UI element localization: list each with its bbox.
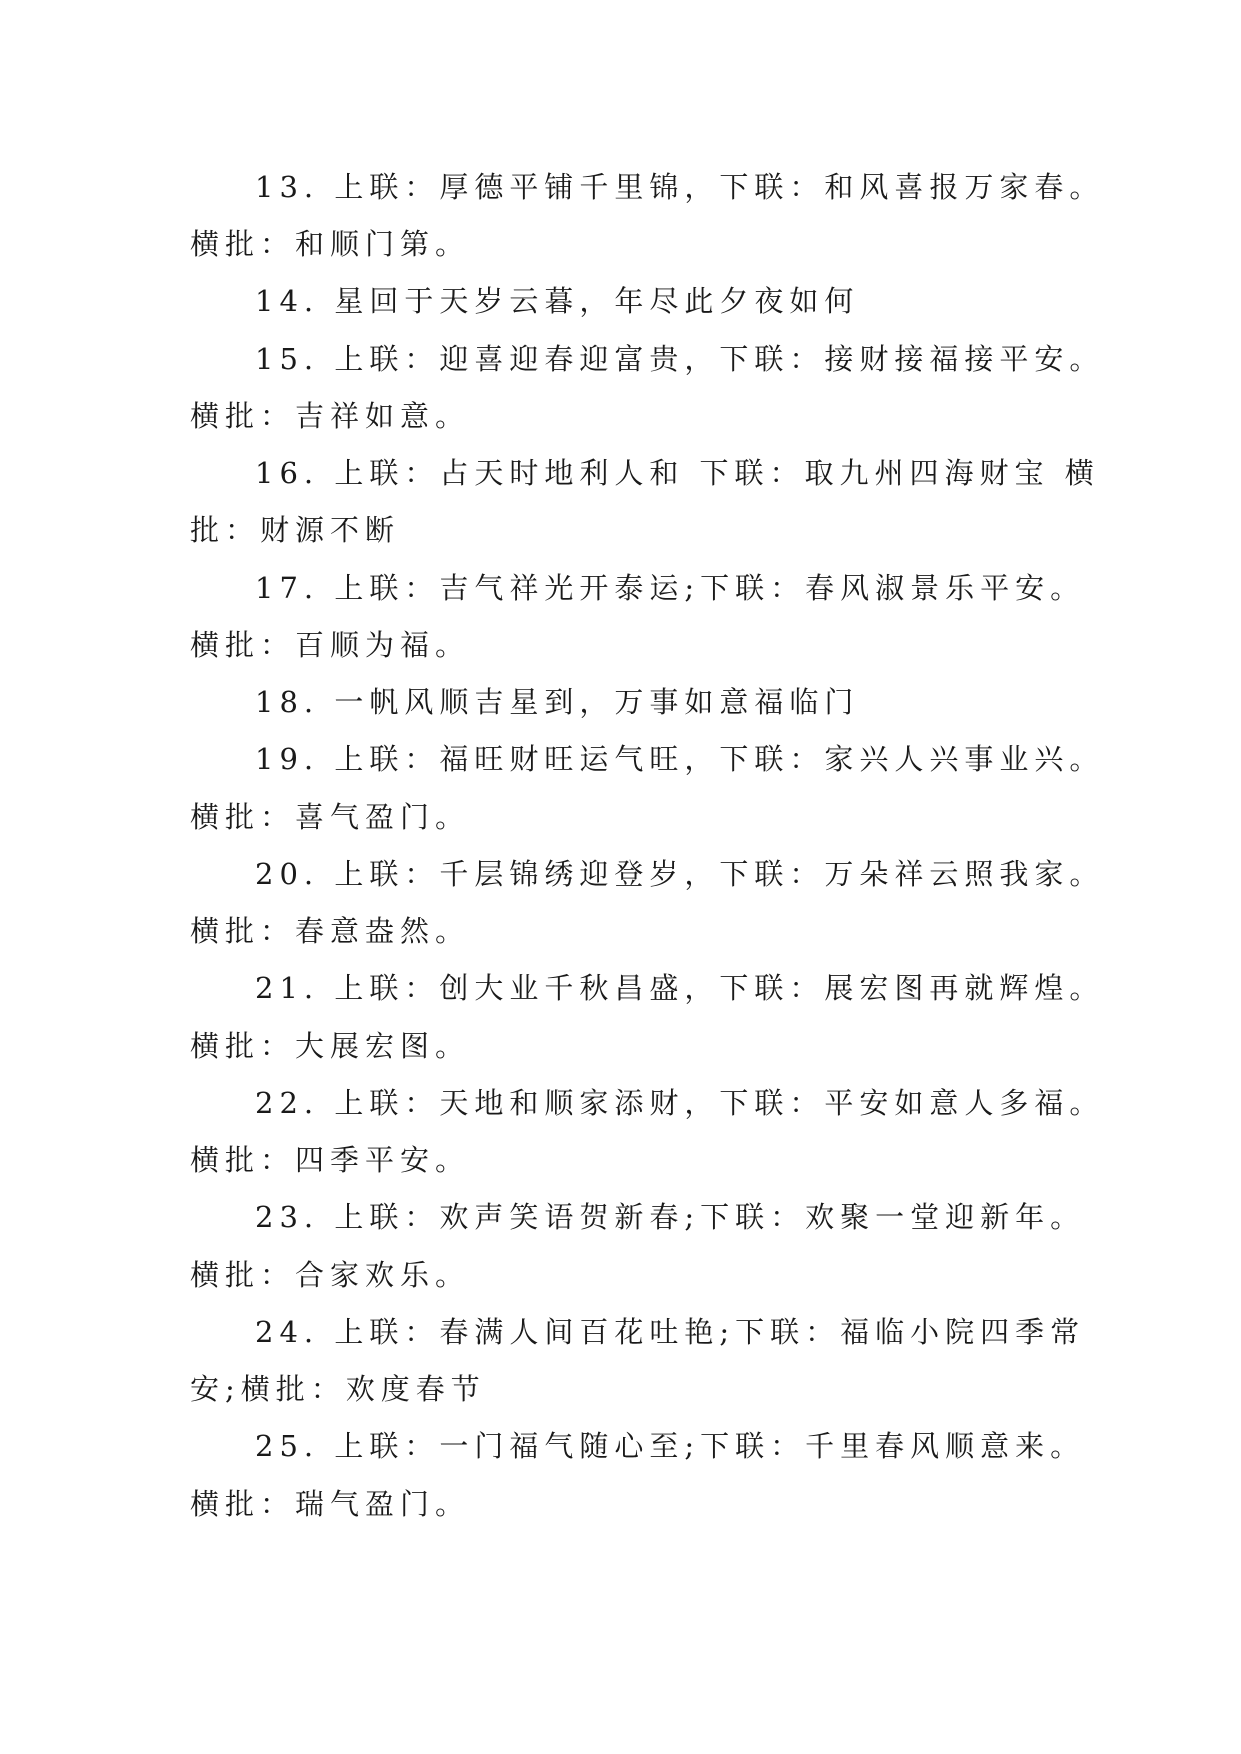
couplet-23-line-2: 横批：合家欢乐。 (190, 1258, 471, 1292)
couplet-20-line-1: 20. 上联：千层锦绣迎登岁，下联：万朵祥云照我家。 (255, 857, 1105, 891)
couplet-19-line-1: 19. 上联：福旺财旺运气旺，下联：家兴人兴事业兴。 (255, 742, 1105, 776)
couplet-21-line-1: 21. 上联：创大业千秋昌盛，下联：展宏图再就辉煌。 (255, 971, 1105, 1005)
couplet-17-line-2: 横批：百顺为福。 (190, 628, 471, 662)
couplet-24-line-2: 安;横批：欢度春节 (190, 1372, 486, 1406)
couplet-19-line-2: 横批：喜气盈门。 (190, 800, 471, 834)
couplet-15-line-1: 15. 上联：迎喜迎春迎富贵，下联：接财接福接平安。 (255, 342, 1105, 376)
couplet-22-line-1: 22. 上联：天地和顺家添财，下联：平安如意人多福。 (255, 1086, 1105, 1120)
couplet-21-line-2: 横批：大展宏图。 (190, 1029, 471, 1063)
couplet-18-line-1: 18. 一帆风顺吉星到，万事如意福临门 (255, 685, 860, 719)
couplet-15-line-2: 横批：吉祥如意。 (190, 399, 471, 433)
couplet-20-line-2: 横批：春意盎然。 (190, 914, 471, 948)
couplet-16-line-1: 16. 上联：占天时地利人和 下联：取九州四海财宝 横 (255, 456, 1100, 490)
couplet-13-line-2: 横批：和顺门第。 (190, 227, 471, 261)
couplet-24-line-1: 24. 上联：春满人间百花吐艳;下联：福临小院四季常 (255, 1315, 1086, 1349)
couplet-17-line-1: 17. 上联：吉气祥光开泰运;下联：春风淑景乐平安。 (255, 571, 1086, 605)
couplet-16-line-2: 批：财源不断 (190, 513, 401, 547)
couplet-22-line-2: 横批：四季平安。 (190, 1143, 471, 1177)
couplet-25-line-1: 25. 上联：一门福气随心至;下联：千里春风顺意来。 (255, 1429, 1086, 1463)
couplet-23-line-1: 23. 上联：欢声笑语贺新春;下联：欢聚一堂迎新年。 (255, 1200, 1086, 1234)
couplet-13-line-1: 13. 上联：厚德平铺千里锦，下联：和风喜报万家春。 (255, 170, 1105, 204)
couplet-25-line-2: 横批：瑞气盈门。 (190, 1487, 471, 1521)
couplet-14-line-1: 14. 星回于天岁云暮，年尽此夕夜如何 (255, 284, 860, 318)
